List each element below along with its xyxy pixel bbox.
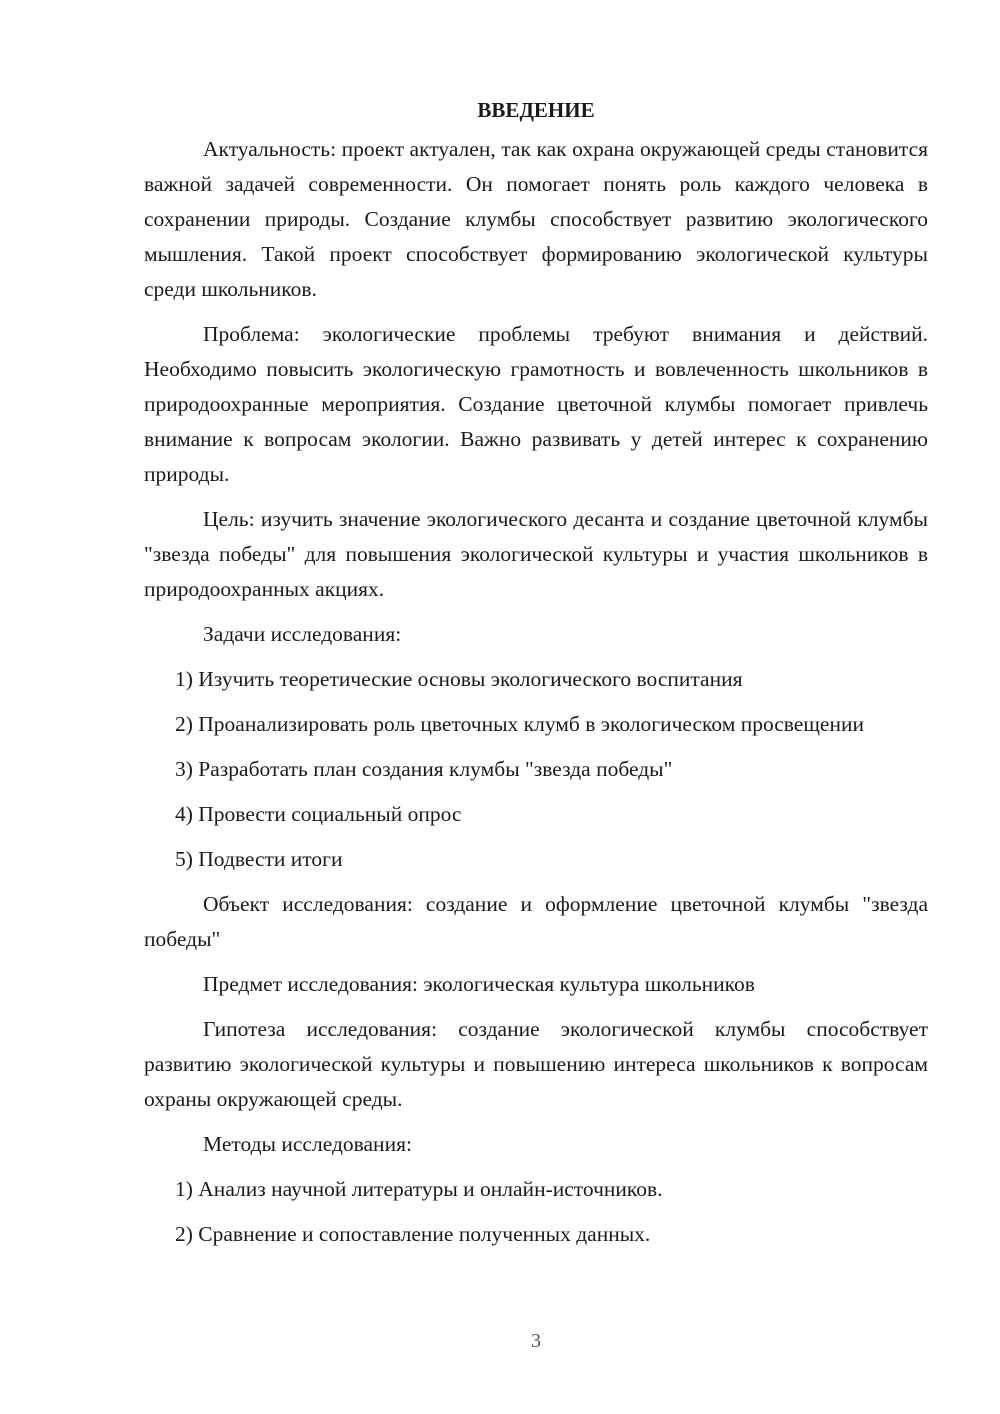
task-item-2: 2) Проанализировать роль цветочных клумб в экологическом просвещении	[175, 712, 864, 736]
tasks-heading: Задачи исследования:	[203, 622, 402, 646]
object-paragraph: Объект исследования: создание и оформление цветочной клумбы "звезда победы"	[144, 892, 928, 951]
subject-paragraph: Предмет исследования: экологическая культура школьников	[203, 972, 755, 996]
page-title: ВВЕДЕНИЕ	[477, 98, 595, 122]
task-item-4: 4) Провести социальный опрос	[175, 802, 462, 826]
method-item-1: 1) Анализ научной литературы и онлайн-источников.	[175, 1177, 663, 1201]
hypothesis-paragraph: Гипотеза исследования: создание экологической клумбы способствует развитию экологической культуры и повышению интереса школьников к вопросам охраны окружающей среды.	[144, 1017, 928, 1111]
task-item-5: 5) Подвести итоги	[175, 847, 343, 871]
document-page	[144, 92, 928, 1262]
goal-paragraph: Цель: изучить значение экологического десанта и создание цветочной клумбы "звезда победы" для повышения экологической культуры и участия школьников в природоохранных акциях.	[144, 507, 928, 601]
method-item-2: 2) Сравнение и сопоставление полученных данных.	[175, 1222, 651, 1246]
page-number: 3	[531, 1330, 541, 1352]
relevance-paragraph: Актуальность: проект актуален, так как охрана окружающей среды становится важной задачей современности. Он помогает понять роль каждого человека в сохранении природы. Создание клумбы способствует развитию экологического мышления. Такой проект способствует формированию экологической культуры среди школьников.	[144, 137, 928, 301]
task-item-1: 1) Изучить теоретические основы экологического воспитания	[175, 667, 743, 691]
methods-heading: Методы исследования:	[203, 1132, 412, 1156]
problem-paragraph: Проблема: экологические проблемы требуют внимания и действий. Необходимо повысить экологическую грамотность и вовлеченность школьников в природоохранные мероприятия. Создание цветочной клумбы помогает привлечь внимание к вопросам экологии. Важно развивать у детей интерес к сохранению природы.	[144, 322, 928, 486]
task-item-3: 3) Разработать план создания клумбы "звезда победы"	[175, 757, 673, 781]
